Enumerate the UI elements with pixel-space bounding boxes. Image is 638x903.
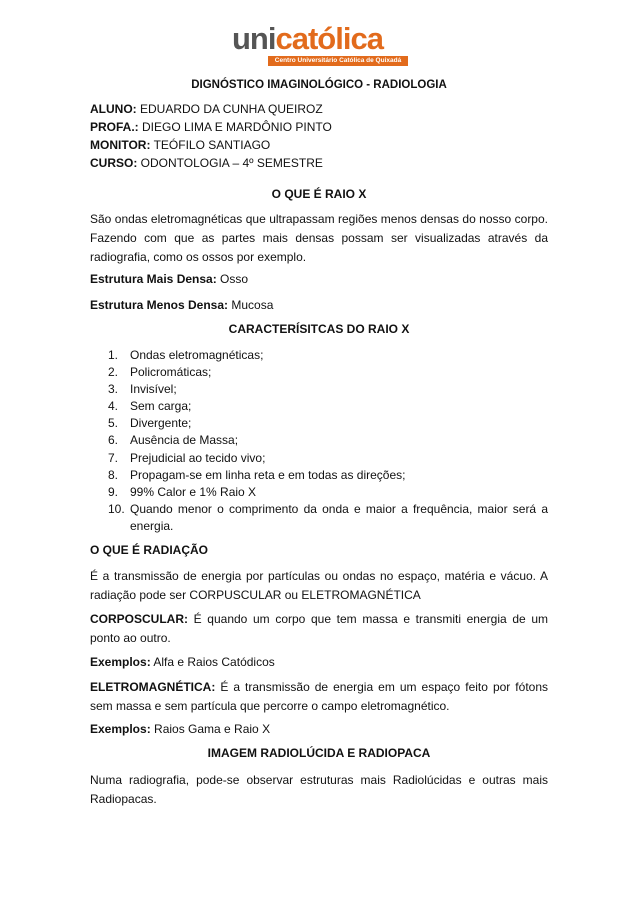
field-value: ODONTOLOGIA – 4º SEMESTRE (137, 156, 323, 170)
list-text: Invisível; (130, 382, 177, 397)
list-number: 2. (108, 365, 119, 380)
field-label: PROFA.: (90, 120, 139, 134)
list-number: 6. (108, 433, 119, 448)
denser-value: Osso (216, 272, 249, 286)
corpuscular-text: É quando um corpo que tem massa e transmiti energia de um ponto ao outro. (90, 612, 548, 645)
less-dense-value: Mucosa (228, 298, 274, 312)
examples-label: Exemplos: (90, 722, 151, 736)
list-item (90, 381, 548, 398)
list-text: Prejudicial ao tecido vivo; (130, 450, 266, 465)
heading-radiation: O QUE É RADIAÇÃO (90, 543, 209, 557)
field-label: MONITOR: (90, 138, 151, 152)
list-number: 7. (108, 450, 119, 465)
header-field-monitor (90, 136, 548, 154)
header-field-curso (90, 154, 548, 172)
corpuscular-definition (90, 610, 548, 648)
denser-label: Estrutura Mais Densa: (90, 272, 217, 286)
list-item (90, 398, 548, 415)
examples-label: Exemplos: (90, 655, 151, 669)
list-text: Propagam-se em linha reta e em todas as direções; (130, 467, 406, 482)
list-text: Ondas eletromagnéticas; (130, 348, 264, 362)
list-text: Sem carga; (130, 399, 192, 414)
list-item (90, 501, 548, 535)
list-item (90, 347, 548, 364)
list-number: 5. (108, 416, 119, 431)
field-value: EDUARDO DA CUNHA QUEIROZ (136, 102, 323, 116)
xray-paragraph: São ondas eletromagnéticas que ultrapassam regiões menos densas do nosso corpo. Fazendo com que as partes mais densas possam ser visualizadas através da radiografia, como os ossos por exemplo. (90, 212, 548, 264)
list-item (90, 364, 548, 381)
list-text: Quando menor o comprimento da onda e maior a frequência, maior será a energia. (130, 501, 548, 533)
examples-text: Alfa e Raios Catódicos (150, 655, 275, 669)
logo-subtitle: Centro Universitário Católica de Quixadá (268, 56, 408, 66)
header-field-profa (90, 118, 548, 136)
field-value: DIEGO LIMA E MARDÔNIO PINTO (138, 120, 332, 134)
electromagnetic-label: ELETROMAGNÉTICA: (90, 680, 216, 694)
heading-image: IMAGEM RADIOLÚCIDA E RADIOPACA (207, 746, 431, 760)
logo-word-uni: uni (232, 21, 276, 56)
unicatolica-logo (232, 22, 408, 66)
less-dense-structure (90, 296, 548, 314)
image-paragraph: Numa radiografia, pode-se observar estruturas mais Radiolúcidas e outras mais Radiopacas. (90, 773, 548, 806)
radiation-paragraph: É a transmissão de energia por partículas ou ondas no espaço, matéria e vácuo. A radiação pode ser CORPUSCULAR ou ELETROMAGNÉTICA (90, 569, 548, 602)
examples-text: Raios Gama e Raio X (150, 722, 271, 736)
logo-word-catolica: católica (275, 21, 383, 56)
electromagnetic-definition (90, 678, 548, 716)
list-number: 1. (108, 348, 119, 362)
list-number: 3. (108, 382, 119, 397)
field-label: CURSO: (90, 156, 138, 170)
list-number: 10. (108, 501, 125, 516)
list-item (90, 467, 548, 484)
denser-structure (90, 270, 548, 288)
logo-wordmark (232, 22, 383, 56)
header-field-aluno (90, 100, 548, 118)
list-item (90, 432, 548, 449)
document-title: DIGNÓSTICO IMAGINOLÓGICO - RADIOLOGIA (191, 79, 447, 91)
examples-electromagnetic (90, 720, 548, 738)
heading-characteristics: CARACTERÍSITCAS DO RAIO X (228, 322, 410, 336)
list-number: 8. (108, 467, 119, 482)
characteristics-list (90, 347, 548, 535)
list-text: Ausência de Massa; (130, 433, 239, 448)
list-text: Policromáticas; (130, 365, 212, 380)
heading-xray: O QUE É RAIO X (271, 187, 367, 201)
list-number: 9. (108, 484, 119, 499)
corpuscular-label: CORPOSCULAR: (90, 612, 188, 626)
less-dense-label: Estrutura Menos Densa: (90, 298, 229, 312)
list-item (90, 484, 548, 501)
list-item (90, 415, 548, 432)
examples-corpuscular (90, 653, 548, 671)
field-value: TEÓFILO SANTIAGO (150, 138, 271, 152)
list-number: 4. (108, 399, 119, 414)
electromagnetic-text: É a transmissão de energia em um espaço feito por fótons sem massa e sem partícula que percorre o campo eletromagnético. (90, 680, 548, 713)
field-label: ALUNO: (90, 102, 137, 116)
list-item (90, 450, 548, 467)
list-text: 99% Calor e 1% Raio X (130, 484, 257, 499)
list-text: Divergente; (130, 416, 192, 431)
